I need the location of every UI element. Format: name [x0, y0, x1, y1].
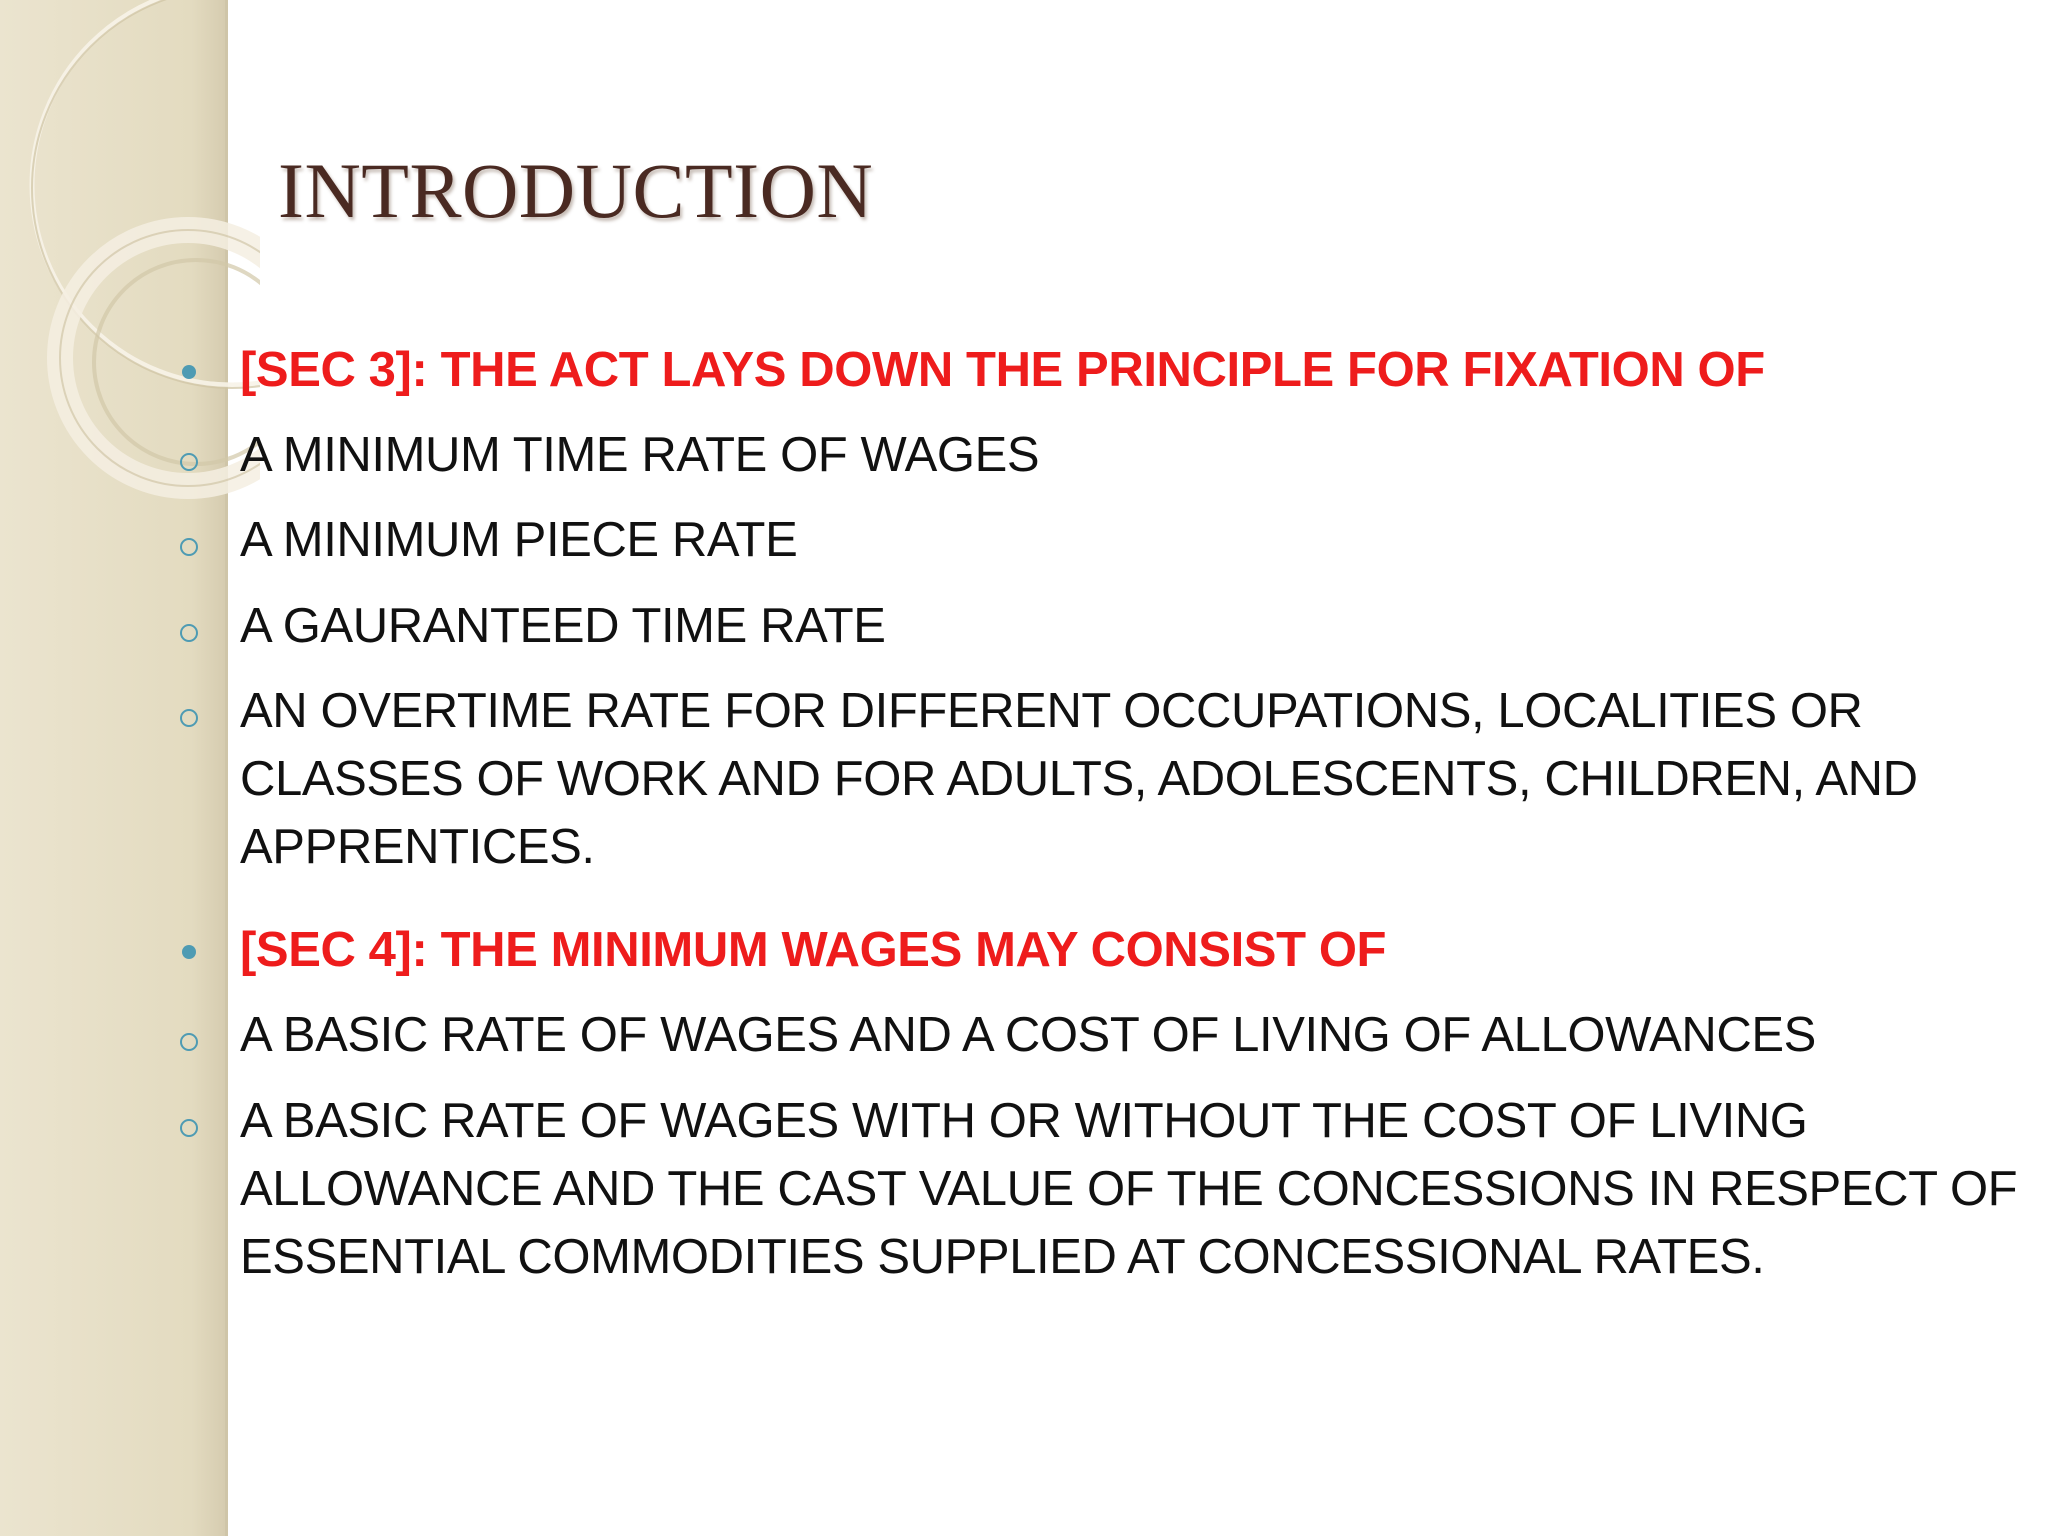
list-item: A MINIMUM PIECE RATE	[240, 513, 798, 567]
section-heading-sec4: [SEC 4]: THE MINIMUM WAGES MAY CONSIST OF	[240, 923, 1387, 977]
bullet-ring-icon	[180, 624, 198, 642]
sidebar-panel	[0, 0, 228, 1536]
slide-title: INTRODUCTION	[278, 147, 874, 234]
bullet-ring-icon	[180, 1033, 198, 1051]
bullet-ring-icon	[180, 453, 198, 471]
list-item: AN OVERTIME RATE FOR DIFFERENT OCCUPATIONS, LOCALITIES OR CLASSES OF WORK AND FOR ADULTS, ADOLESCENTS, CHILDREN, AND APPRENTICES.	[240, 684, 1918, 874]
list-item: A GAURANTEED TIME RATE	[240, 599, 886, 653]
section-heading-sec3: [SEC 3]: THE ACT LAYS DOWN THE PRINCIPLE FOR FIXATION OF	[240, 343, 1765, 397]
bullet-dot-icon	[182, 945, 196, 959]
bullet-ring-icon	[180, 538, 198, 556]
list-item: A BASIC RATE OF WAGES WITH OR WITHOUT THE COST OF LIVING ALLOWANCE AND THE CAST VALUE OF THE CONCESSIONS IN RESPECT OF ESSENTIAL COMMODITIES SUPPLIED AT CONCESSIONAL RATES.	[240, 1094, 2018, 1284]
bullet-dot-icon	[182, 365, 196, 379]
bullet-ring-icon	[180, 709, 198, 727]
list-item: A BASIC RATE OF WAGES AND A COST OF LIVING OF ALLOWANCES	[240, 1008, 1816, 1062]
list-item: A MINIMUM TIME RATE OF WAGES	[240, 428, 1040, 482]
bullet-ring-icon	[180, 1119, 198, 1137]
